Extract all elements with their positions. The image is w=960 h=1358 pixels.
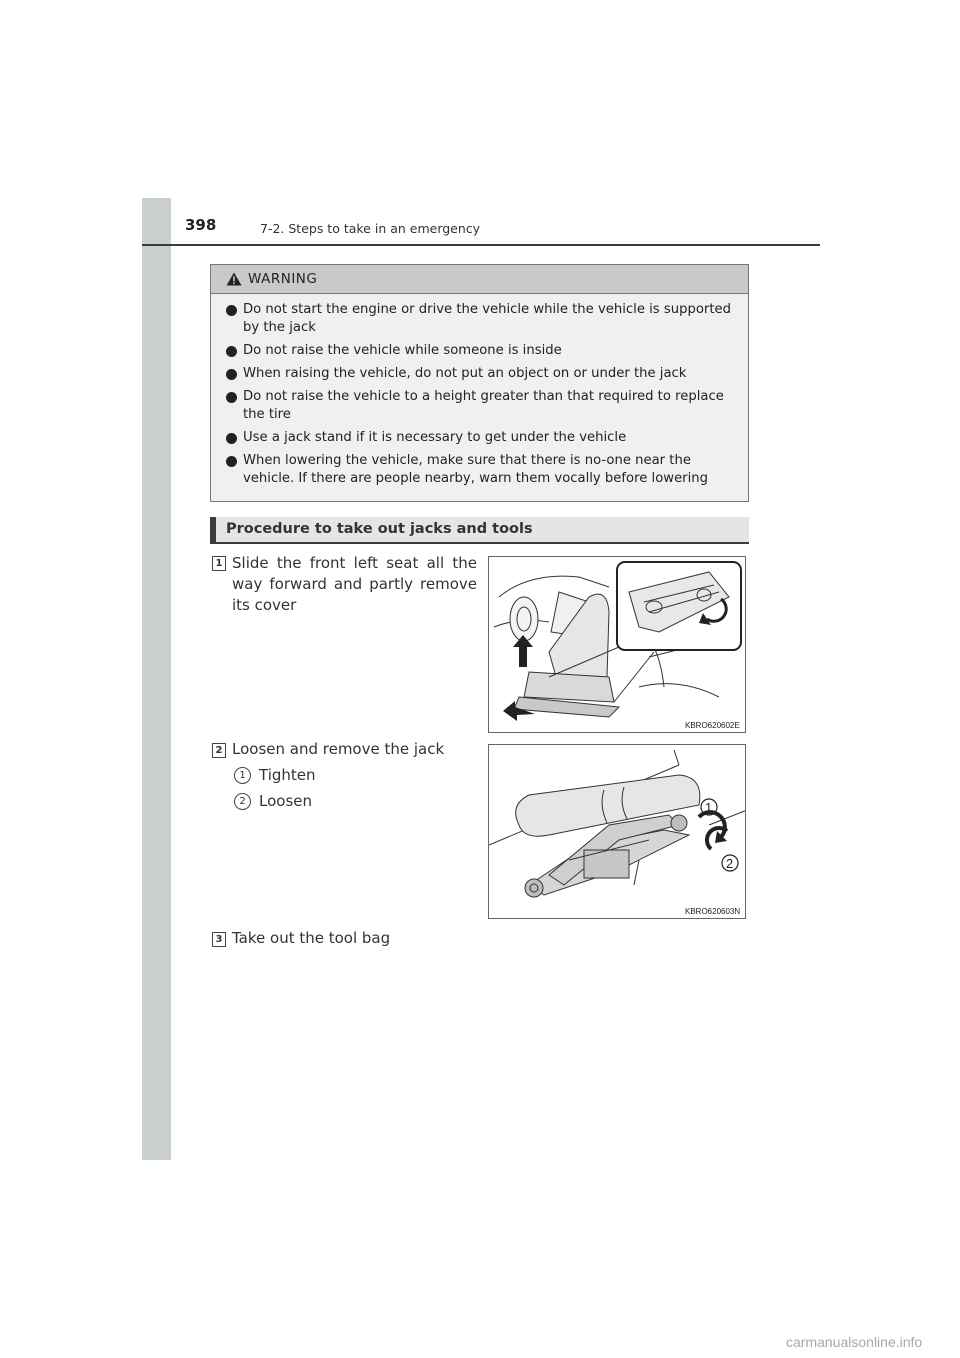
step-2-text: Loosen and remove the jack [232,740,445,758]
heading-accent-bar [210,517,216,544]
warning-box [210,264,749,502]
figure-code: KBRO620603N [685,907,741,916]
bullet-icon [226,305,237,316]
warning-item: When lowering the vehicle, make sure that there is no-one near the vehicle. If there are people nearby, warn them vocally before lowering [223,452,742,488]
warning-item: When raising the vehicle, do not put an object on or under the jack [223,365,742,383]
figure-callout-1: 1 [705,800,713,815]
warning-triangle-icon [226,272,242,286]
bullet-icon [226,433,237,444]
page-number: 398 [185,216,217,234]
warning-item: Do not raise the vehicle while someone is inside [223,342,742,360]
header-divider [142,244,820,246]
callout-marker-2: 2 [234,793,251,810]
warning-title: WARNING [248,271,318,287]
step-number-3: 3 [212,932,226,947]
bullet-icon [226,369,237,380]
section-title: 7-2. Steps to take in an emergency [260,221,481,236]
chapter-side-tab [142,198,171,1160]
bullet-icon [226,392,237,403]
figure-seat-forward [488,556,746,733]
warning-item: Use a jack stand if it is necessary to get under the vehicle [223,429,742,447]
sub-item-loosen [234,792,312,810]
sub-item-label: Tighten [259,766,316,784]
warning-list [211,294,748,488]
warning-header [211,265,748,294]
figure-code: KBRO620602E [685,721,740,730]
step-number-2: 2 [212,743,226,758]
sub-item-tighten [234,766,316,784]
seat-illustration [489,557,746,733]
watermark: carmanualsonline.info [786,1334,923,1350]
figure-callout-2: 2 [726,856,734,871]
step-3-text: Take out the tool bag [232,929,391,947]
callout-marker-1: 1 [234,767,251,784]
step-1-text: Slide the front left seat all the way forward and partly remove its cover [232,554,477,614]
warning-item: Do not start the engine or drive the vehicle while the vehicle is supported by the jack [223,301,742,337]
figure-jack-removal [488,744,746,919]
bullet-icon [226,456,237,467]
procedure-heading [210,517,749,544]
procedure-heading-text: Procedure to take out jacks and tools [226,521,533,537]
jack-illustration [489,745,746,919]
warning-item: Do not raise the vehicle to a height greater than that required to replace the tire [223,388,742,424]
sub-item-label: Loosen [259,792,312,810]
bullet-icon [226,346,237,357]
step-number-1: 1 [212,556,226,571]
